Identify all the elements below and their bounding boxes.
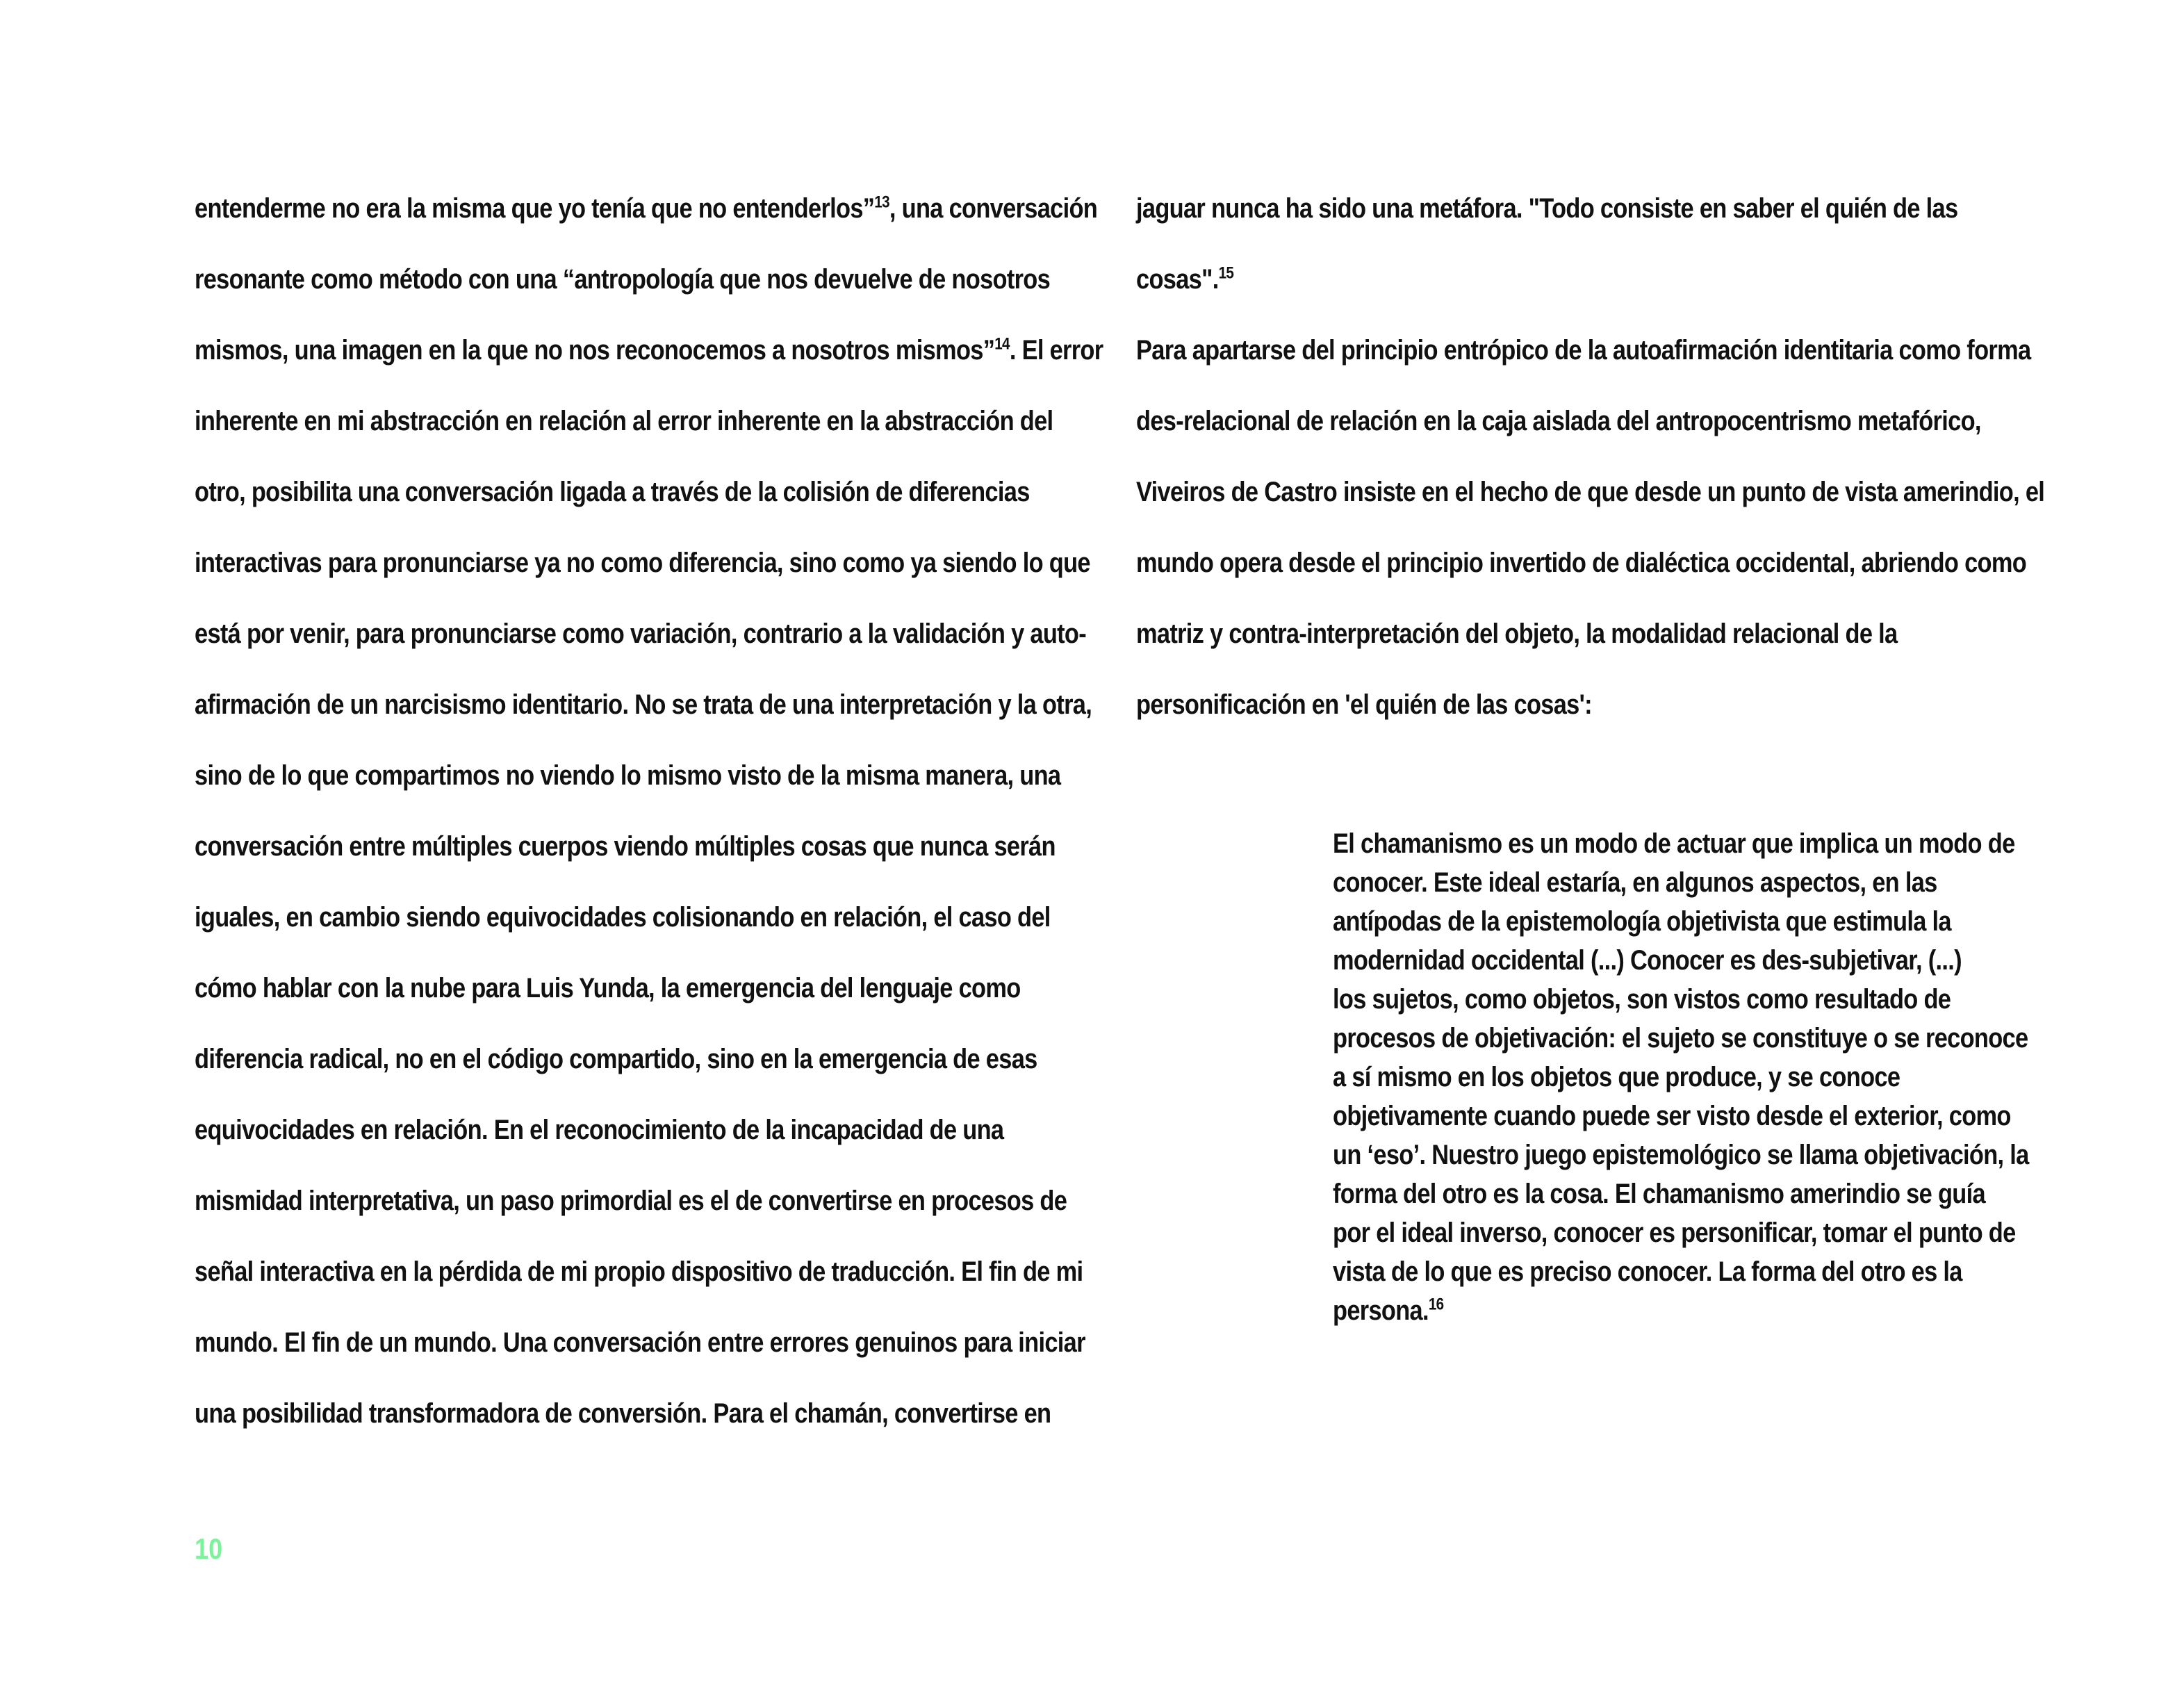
body-line: inherente en mi abstracción en relación al error inherente en la abstracción del	[195, 406, 1053, 436]
quote-line: antípodas de la epistemología objetivista que estimula la	[1333, 906, 1951, 937]
quote-line: vista de lo que es preciso conocer. La forma del otro es la	[1333, 1256, 1962, 1287]
footnote-marker: 16	[1428, 1295, 1444, 1314]
body-line: otro, posibilita una conversación ligada a través de la colisión de diferencias	[195, 477, 1030, 507]
quote-line: por el ideal inverso, conocer es personificar, tomar el punto de	[1333, 1218, 2016, 1248]
quote-line: procesos de objetivación: el sujeto se constituye o se reconoce	[1333, 1023, 2028, 1054]
body-line: cómo hablar con la nube para Luis Yunda, la emergencia del lenguaje como	[195, 973, 1021, 1003]
body-line: Viveiros de Castro insiste en el hecho de que desde un punto de vista amerindio, el	[1136, 477, 2045, 507]
body-line: mundo opera desde el principio invertido de dialéctica occidental, abriendo como	[1136, 548, 2027, 578]
body-line: mundo. El fin de un mundo. Una conversación entre errores genuinos para iniciar	[195, 1327, 1085, 1358]
body-line: jaguar nunca ha sido una metáfora. "Todo consiste en saber el quién de las	[1136, 193, 1958, 224]
body-line: matriz y contra-interpretación del objeto, la modalidad relacional de la	[1136, 618, 1898, 649]
quote-line: persona.$^{16}$	[1333, 1295, 1444, 1326]
page-number: 10	[195, 1532, 223, 1565]
body-line: iguales, en cambio siendo equivocidades colisionando en relación, el caso del	[195, 902, 1051, 933]
quote-line: un ‘eso’. Nuestro juego epistemológico se llama objetivación, la	[1333, 1140, 2029, 1170]
quote-line: El chamanismo es un modo de actuar que implica un modo de	[1333, 828, 2015, 859]
body-line: entenderme no era la misma que yo tenía que no entenderlos”$^{13}$, una conversación	[195, 192, 1098, 224]
body-line: señal interactiva en la pérdida de mi propio dispositivo de traducción. El fin de mi	[195, 1256, 1083, 1287]
body-line: diferencia radical, no en el código compartido, sino en la emergencia de esas	[195, 1044, 1037, 1074]
quote-line: objetivamente cuando puede ser visto desde el exterior, como	[1333, 1101, 2011, 1131]
body-line: personificación en 'el quién de las cosas':	[1136, 689, 1592, 720]
body-line: sino de lo que compartimos no viendo lo mismo visto de la misma manera, una	[195, 760, 1061, 791]
body-line: interactivas para pronunciarse ya no como diferencia, sino como ya siendo lo que	[195, 548, 1090, 578]
quote-line: a sí mismo en los objetos que produce, y se conoce	[1333, 1062, 1900, 1092]
body-line: una posibilidad transformadora de conversión. Para el chamán, convertirse en	[195, 1398, 1051, 1429]
footnote-marker: 15	[1218, 263, 1234, 283]
quote-line: los sujetos, como objetos, son vistos como resultado de	[1333, 984, 1951, 1015]
footnote-marker: 14	[994, 334, 1010, 354]
body-line: conversación entre múltiples cuerpos viendo múltiples cosas que nunca serán	[195, 831, 1056, 862]
body-line: Para apartarse del principio entrópico de la autoafirmación identitaria como forma	[1136, 335, 2031, 366]
body-line: equivocidades en relación. En el reconocimiento de la incapacidad de una	[195, 1115, 1004, 1145]
body-line: des-relacional de relación en la caja aislada del antropocentrismo metafórico,	[1136, 406, 1981, 436]
footnote-marker: 13	[874, 192, 889, 212]
quote-line: conocer. Este ideal estaría, en algunos aspectos, en las	[1333, 867, 1937, 898]
body-line: está por venir, para pronunciarse como variación, contrario a la validación y auto-	[195, 618, 1087, 649]
body-line: cosas".$^{15}$	[1136, 263, 1234, 295]
body-line: mismos, una imagen en la que no nos reconocemos a nosotros mismos”$^{14}$. El error	[195, 334, 1103, 366]
quote-line: forma del otro es la cosa. El chamanismo amerindio se guía	[1333, 1179, 1985, 1209]
body-line: mismidad interpretativa, un paso primordial es el de convertirse en procesos de	[195, 1186, 1067, 1216]
quote-line: modernidad occidental (...) Conocer es des-subjetivar, (...)	[1333, 945, 1962, 976]
body-line: resonante como método con una “antropología que nos devuelve de nosotros	[195, 264, 1051, 295]
body-line: afirmación de un narcisismo identitario. No se trata de una interpretación y la otra,	[195, 689, 1092, 720]
